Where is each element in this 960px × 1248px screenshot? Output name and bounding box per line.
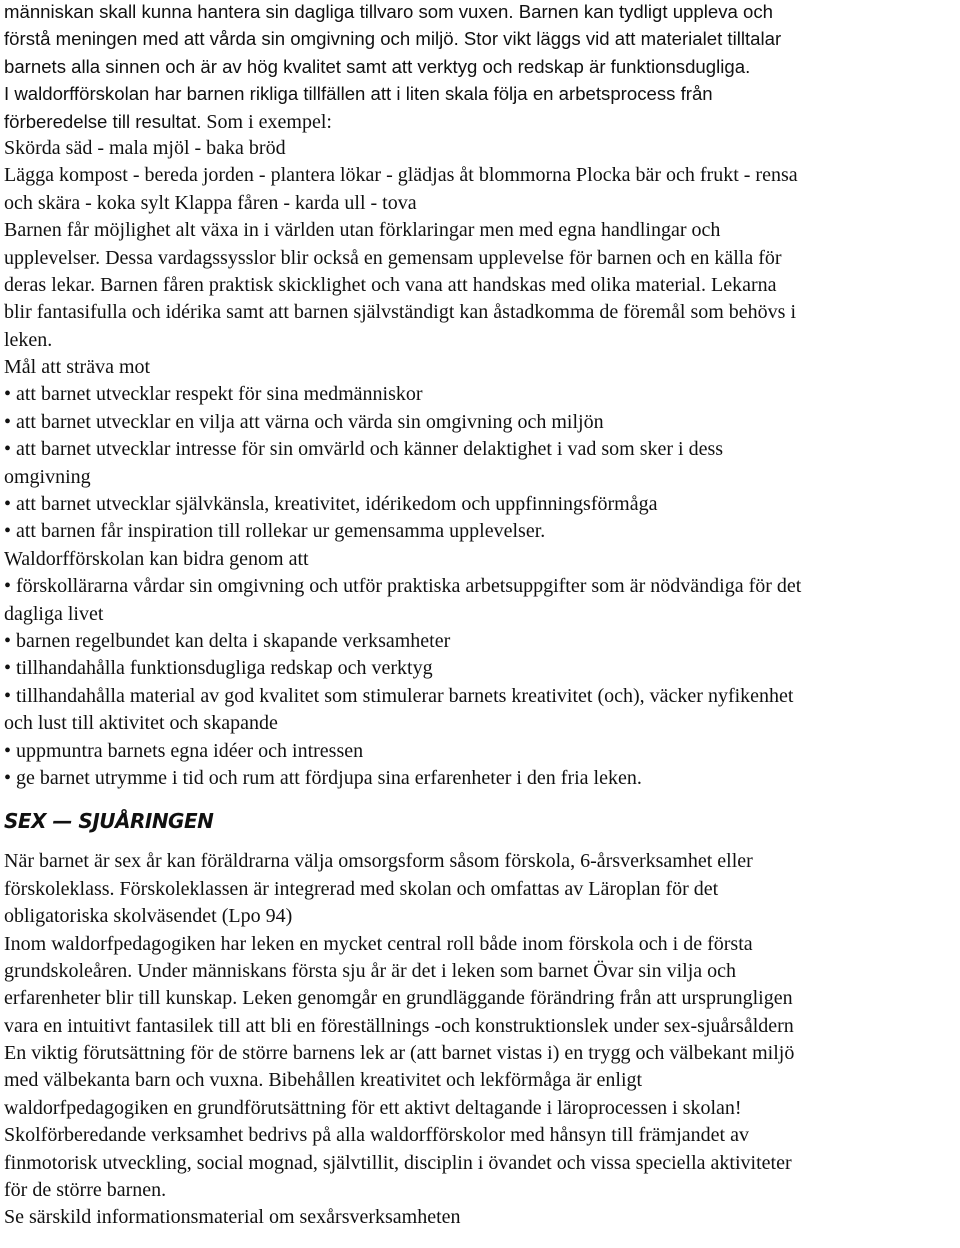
text-line: Skolförberedande verksamhet bedrivs på alla waldorfförskolor med hånsyn till främjandet av	[4, 1124, 749, 1147]
bullet-item: • tillhandahålla material av god kvalitet som stimulerar barnets kreativitet (och), väcker nyfikenhet	[4, 684, 794, 707]
bullet-item: • tillhandahålla funktionsdugliga redskap och verktyg	[4, 657, 433, 680]
bullet-item: • att barnen får inspiration till rollekar ur gemensamma upplevelser.	[4, 520, 546, 543]
text-line: Barnen får möjlighet alt växa in i världen utan förklaringar men med egna handlingar och	[4, 219, 721, 242]
bullet-item: • att barnet utvecklar intresse för sin omvärld och känner delaktighet i vad som sker i dess	[4, 438, 724, 461]
bullet-item: • ge barnet utrymme i tid och rum att fördjupa sina erfarenheter i den fria leken.	[4, 766, 642, 789]
text-line: människan skall kunna hantera sin dagliga tillvaro som vuxen. Barnen kan tydligt uppleva och	[4, 1, 773, 22]
bullet-item: • förskollärarna vårdar sin omgivning och utför praktiska arbetsuppgifter som är nödvändiga för det	[4, 575, 802, 598]
six-year-section	[4, 848, 956, 1231]
section-heading: SEX — SJUÅRINGEN	[4, 809, 214, 834]
bullet-item: • uppmuntra barnets egna idéer och intressen	[4, 739, 364, 762]
text-line: vara en intuitivt fantasilek till att bli en föreställnings -och konstruktionslek under sex-sjuårsåldern	[4, 1014, 794, 1037]
text-line: När barnet är sex år kan föräldrarna välja omsorgsform såsom förskola, 6-årsverksamhet eller	[4, 850, 753, 873]
bullet-item-continued: och lust till aktivitet och skapande	[4, 712, 278, 735]
text-line: obligatoriska skolväsendet (Lpo 94)	[4, 905, 293, 928]
bullet-item: • barnen regelbundet kan delta i skapande verksamheter	[4, 629, 451, 652]
text-line: och skära - koka sylt Klappa fåren - karda ull - tova	[4, 191, 417, 214]
bullet-item-continued: omgivning	[4, 465, 91, 488]
bullet-item-continued: dagliga livet	[4, 602, 104, 625]
text-line: förskoleklass. Förskoleklassen är integrerad med skolan och omfattas av Läroplan för det	[4, 877, 719, 900]
text-run-sans: förberedelse till resultat.	[4, 110, 202, 132]
text-line: waldorfpedagogiken en grundförutsättning för ett aktivt deltagande i läroprocessen i skolan!	[4, 1096, 742, 1119]
text-line: Se särskild informationsmaterial om sexårsverksamheten	[4, 1206, 461, 1229]
bullet-item: • att barnet utvecklar en vilja att värna och värda sin omgivning och miljön	[4, 410, 604, 433]
text-line: I waldorfförskolan har barnen rikliga tillfällen att i liten skala följa en arbetsprocess från	[4, 83, 713, 105]
text-line: Skörda säd - mala mjöl - baka bröd	[4, 136, 286, 159]
text-run-serif: Som i exempel:	[201, 110, 332, 133]
text-line: upplevelser. Dessa vardagssysslor blir också en gemensam upplevelse för barnen och en källa för	[4, 246, 782, 269]
text-line: finmotorisk utveckling, social mognad, självtillit, disciplin i övandet och vissa speciella aktiviteter	[4, 1151, 792, 1174]
text-line: förstå meningen med att vårda sin omgivning och miljö. Stor vikt läggs vid att materialet tilltalar	[4, 28, 782, 50]
bullet-item: • att barnet utvecklar självkänsla, kreativitet, idérikedom och uppfinningsförmåga	[4, 493, 658, 516]
intro-paragraph	[4, 0, 956, 135]
bullet-item: • att barnet utvecklar respekt för sina medmänniskor	[4, 383, 423, 406]
text-line: En viktig förutsättning för de större barnens lek ar (att barnet vistas i) en trygg och välbekant miljö	[4, 1042, 795, 1065]
text-line: deras lekar. Barnen fåren praktisk skicklighet och vana att handskas med olika material. Lekarna	[4, 273, 777, 296]
examples-and-goals-section	[4, 135, 956, 792]
text-line: för de större barnen.	[4, 1179, 167, 1202]
contribution-heading: Waldorfförskolan kan bidra genom att	[4, 547, 309, 570]
text-line: barnets alla sinnen och är av hög kvalitet samt att verktyg och redskap är funktionsdugliga.	[4, 55, 751, 77]
text-line: blir fantasifulla och idérika samt att barnen självständigt kan åstadkomma de föremål som behövs i	[4, 301, 797, 324]
text-line: grundskoleåren. Under människans första sju år är det i leken som barnet Övar sin vilja och	[4, 959, 737, 982]
goals-heading: Mål att sträva mot	[4, 356, 151, 379]
text-line-mixed	[4, 108, 956, 135]
text-line: med välbekanta barn och vuxna. Bibehållen kreativitet och lekförmåga är enligt	[4, 1069, 643, 1092]
text-line: Lägga kompost - bereda jorden - plantera lökar - glädjas åt blommorna Plocka bär och frukt - rensa	[4, 164, 798, 187]
document-page	[4, 0, 956, 1232]
text-line: erfarenheter blir till kunskap. Leken genomgår en grundläggande förändring från att ursprungligen	[4, 987, 793, 1010]
text-line: Inom waldorfpedagogiken har leken en mycket central roll både inom förskola och i de första	[4, 932, 753, 955]
text-line: leken.	[4, 328, 53, 351]
